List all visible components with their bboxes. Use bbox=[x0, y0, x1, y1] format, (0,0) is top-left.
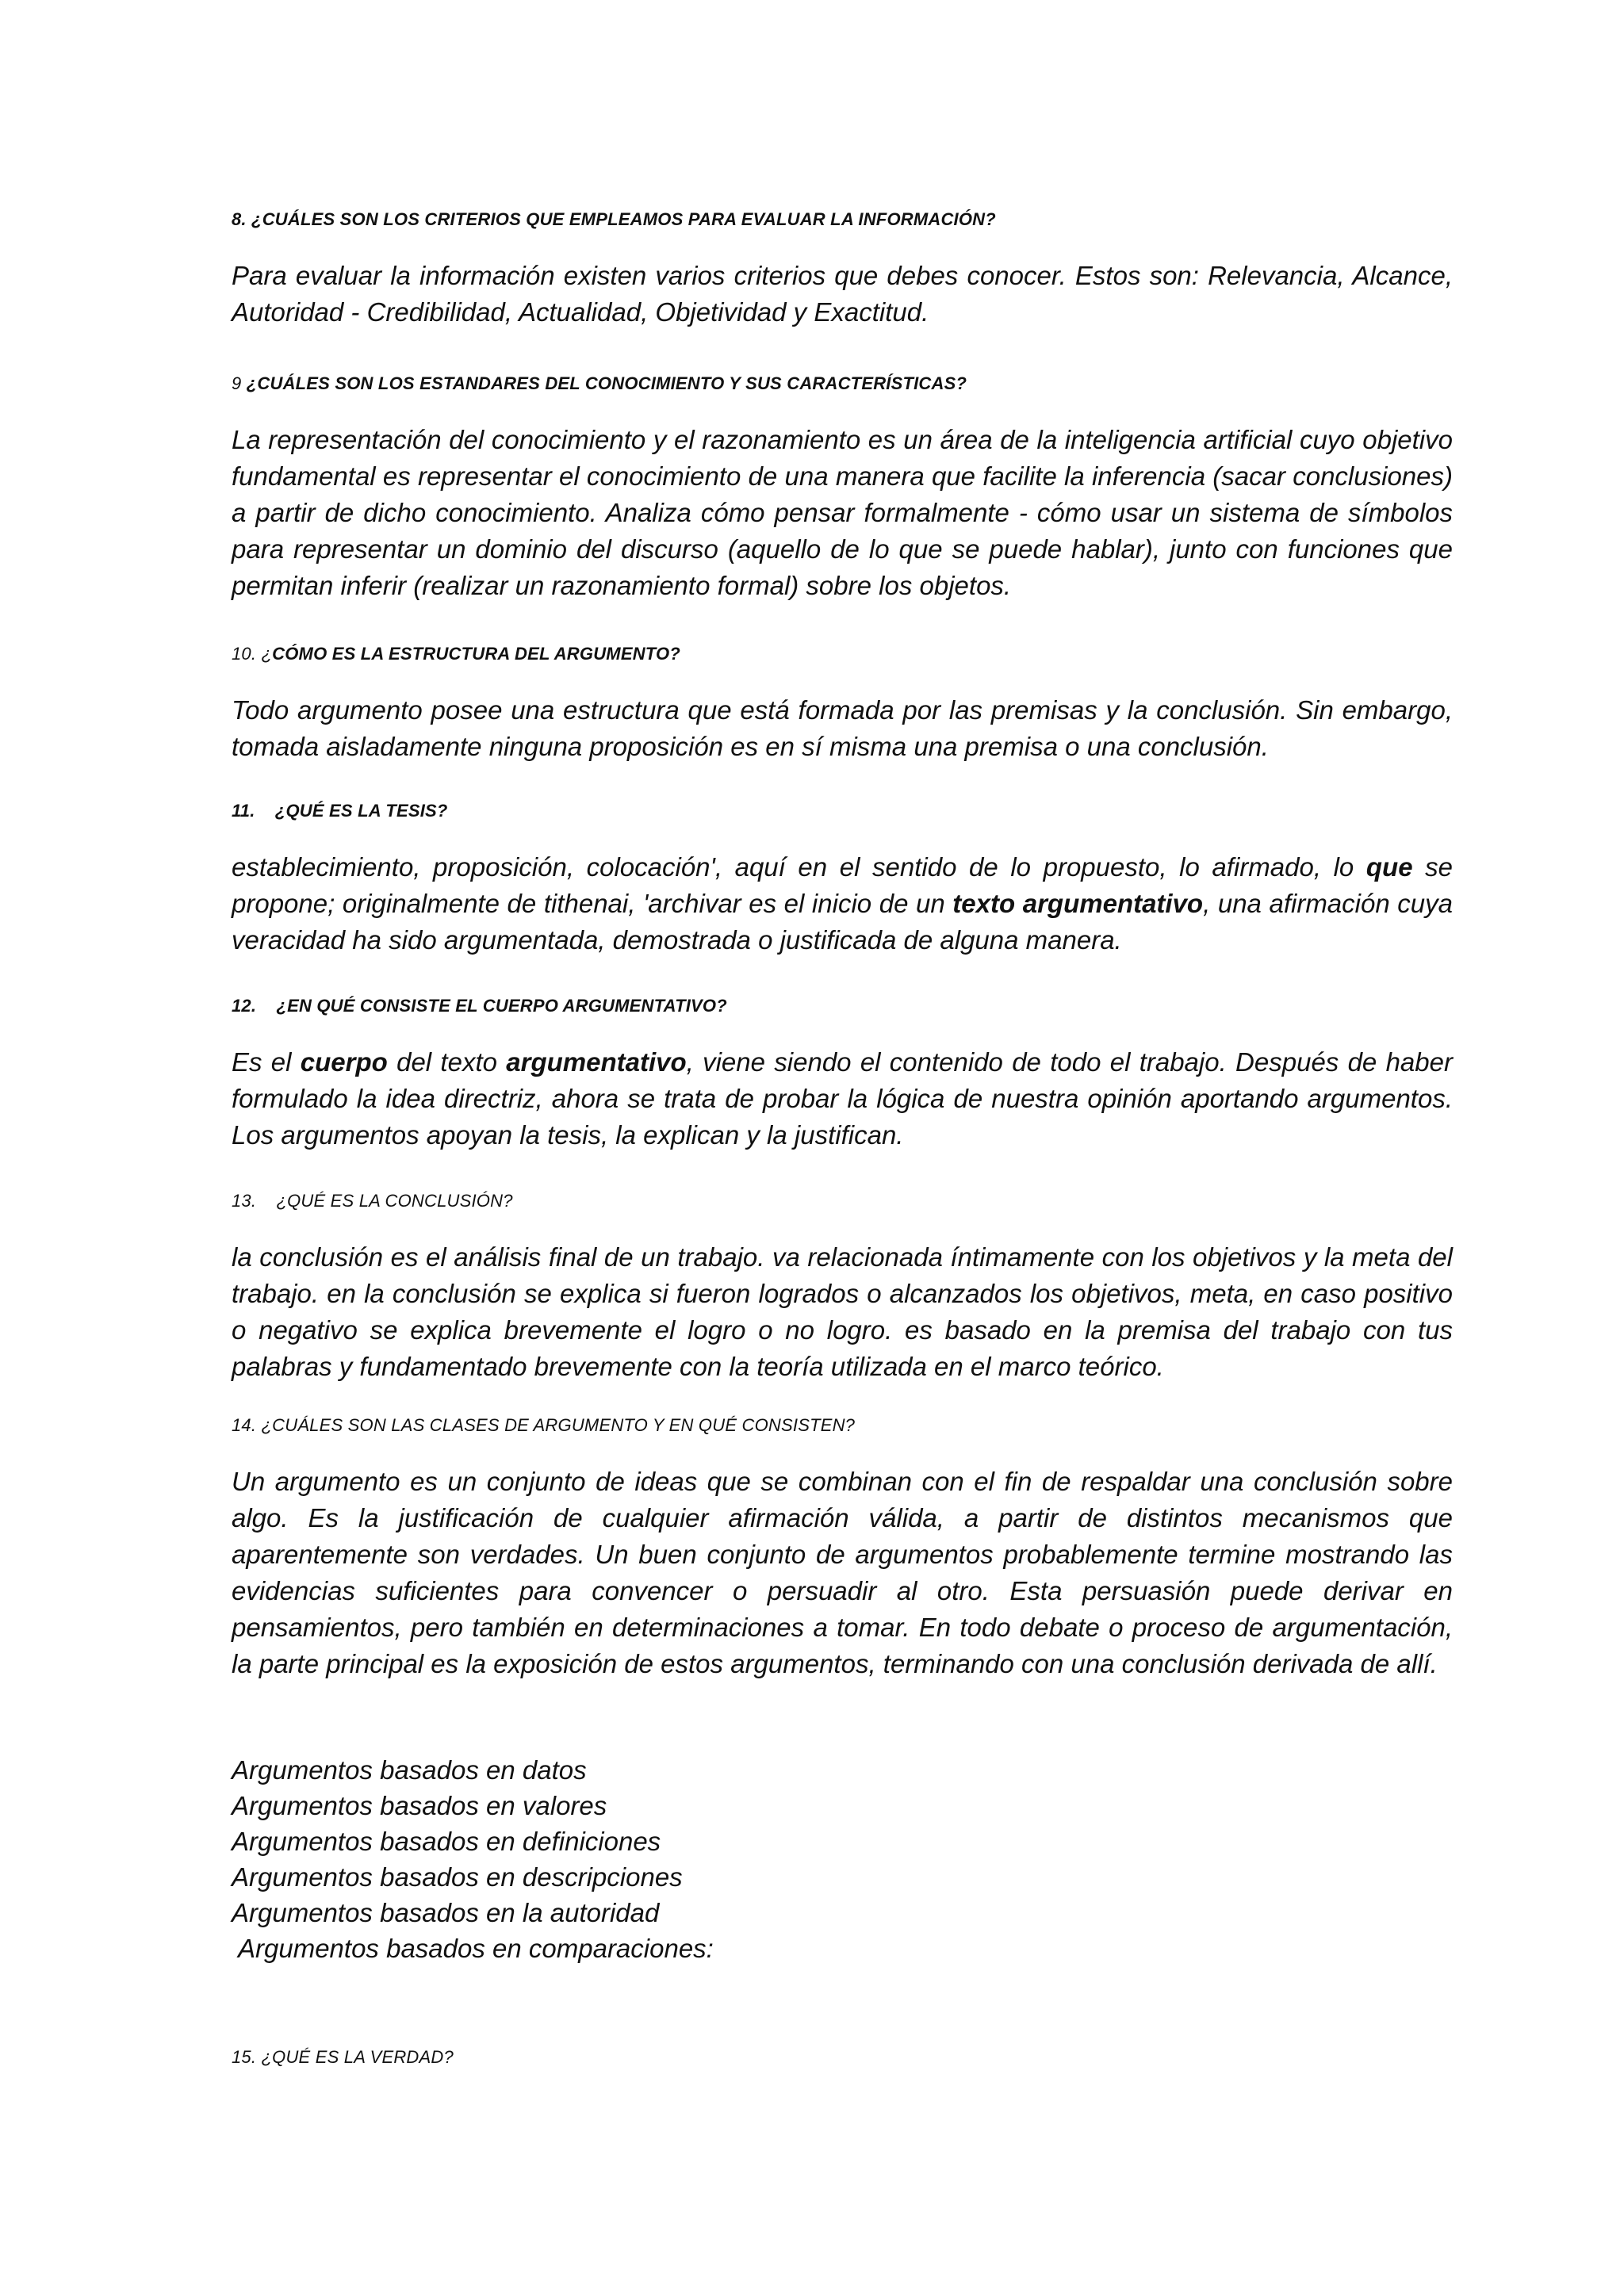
question-number: 14. bbox=[232, 1415, 257, 1435]
question-12-heading bbox=[232, 994, 1453, 1018]
question-15-heading bbox=[232, 2045, 1453, 2069]
question-number: 11. bbox=[232, 801, 255, 821]
answer-text: establecimiento, proposición, colocación', aquí en el sentido de lo propuesto, lo afirmado, lo bbox=[232, 852, 1366, 882]
question-number: 15. bbox=[232, 2047, 257, 2067]
answer-text: Para evaluar la información existen varios criterios que debes conocer. Estos son: Relevancia, Alcance, Autoridad - Credibilidad, Actualidad, Objetividad y Exactitud. bbox=[232, 261, 1453, 327]
answer-8 bbox=[232, 258, 1453, 331]
answer-bold-text: argumentativo bbox=[506, 1047, 687, 1077]
answer-12 bbox=[232, 1044, 1453, 1154]
question-text: CÓMO ES LA ESTRUCTURA DEL ARGUMENTO? bbox=[272, 644, 680, 664]
question-11-heading bbox=[232, 799, 1453, 823]
question-14-heading bbox=[232, 1414, 1453, 1437]
answer-text: La representación del conocimiento y el razonamiento es un área de la inteligencia artificial cuyo objetivo fundamental es representar el conocimiento de una manera que facilite la inferencia (sacar conclusiones) a partir de dicho conocimiento. Analiza cómo pensar formalmente - cómo usar un sistema de símbolos para representar un dominio del discurso (aquello de lo que se puede hablar), junto con funciones que permitan inferir (realizar un razonamiento formal) sobre los objetos. bbox=[232, 425, 1453, 600]
question-text: ¿QUÉ ES LA CONCLUSIÓN? bbox=[276, 1191, 513, 1211]
question-number: 12. bbox=[232, 996, 257, 1016]
question-text: ¿QUÉ ES LA VERDAD? bbox=[256, 2047, 454, 2067]
list-item: Argumentos basados en valores bbox=[232, 1791, 607, 1820]
question-number: 9 bbox=[232, 373, 247, 393]
answer-text: , una afirmación cuya veracidad ha sido argumentada, demostrada o justificada de alguna manera. bbox=[232, 889, 1453, 955]
question-number: 13. bbox=[232, 1191, 257, 1211]
answer-10 bbox=[232, 692, 1453, 765]
question-9-heading bbox=[232, 372, 1453, 396]
answer-text: del texto bbox=[387, 1047, 507, 1077]
answer-13 bbox=[232, 1239, 1453, 1385]
list-item: Argumentos basados en descripciones bbox=[232, 1862, 683, 1892]
list-item: Argumentos basados en la autoridad bbox=[232, 1898, 660, 1927]
question-13-heading bbox=[232, 1189, 1453, 1213]
question-8-heading bbox=[232, 208, 1453, 232]
list-item: Argumentos basados en datos bbox=[232, 1755, 587, 1785]
question-text: ¿EN QUÉ CONSISTE EL CUERPO ARGUMENTATIVO? bbox=[276, 996, 727, 1016]
answer-bold-text: texto argumentativo bbox=[952, 889, 1204, 918]
answer-text: Un argumento es un conjunto de ideas que se combinan con el fin de respaldar una conclusión sobre algo. Es la justificación de cualquier afirmación válida, a partir de distintos mecanismos que aparentemente son verdades. Un buen conjunto de argumentos probablemente termine mostrando las evidencias suficientes para convencer o persuadir al otro. Esta persuasión puede derivar en pensamientos, pero también en determinaciones a tomar. En todo debate o proceso de argumentación, la parte principal es la exposición de estos argumentos, terminando con una conclusión derivada de allí. bbox=[232, 1467, 1453, 1678]
question-10-heading bbox=[232, 642, 1453, 666]
answer-text: Es el bbox=[232, 1047, 301, 1077]
answer-bold-text: cuerpo bbox=[300, 1047, 388, 1077]
answer-14 bbox=[232, 1464, 1453, 1682]
list-item: Argumentos basados en comparaciones: bbox=[238, 1934, 714, 1963]
answer-text: , viene siendo el contenido de todo el trabajo. Después de haber formulado la idea directriz, ahora se trata de probar la lógica de nuestra opinión aportando argumentos. Los argumentos apoyan la tesis, la explican y la justifican. bbox=[232, 1047, 1453, 1150]
question-text: ¿QUÉ ES LA TESIS? bbox=[274, 801, 448, 821]
answer-bold-text: que bbox=[1365, 852, 1413, 882]
answer-text: la conclusión es el análisis final de un trabajo. va relacionada íntimamente con los objetivos y la meta del trabajo. en la conclusión se explica si fueron logrados o alcanzados los objetivos, meta, en caso positivo o negativo se explica brevemente el logro o no logro. es basado en la premisa del trabajo con tus palabras y fundamentado brevemente con la teoría utilizada en el marco teórico. bbox=[232, 1242, 1453, 1381]
list-item: Argumentos basados en definiciones bbox=[232, 1827, 661, 1856]
question-number: 8. bbox=[232, 209, 247, 229]
question-text: ¿CUÁLES SON LAS CLASES DE ARGUMENTO Y EN QUÉ CONSISTEN? bbox=[256, 1415, 856, 1435]
answer-9 bbox=[232, 422, 1453, 604]
question-text: ¿CUÁLES SON LOS ESTANDARES DEL CONOCIMIENTO Y SUS CARACTERÍSTICAS? bbox=[246, 373, 967, 393]
answer-text: se propone; originalmente de tithenai, 'archivar es el inicio de un bbox=[232, 852, 1453, 918]
argument-types-list bbox=[232, 1752, 1453, 1966]
question-number: 10. ¿ bbox=[232, 644, 273, 664]
answer-11 bbox=[232, 849, 1453, 959]
answer-text: Todo argumento posee una estructura que está formada por las premisas y la conclusión. Sin embargo, tomada aisladamente ninguna proposición es en sí misma una premisa o una conclusión. bbox=[232, 695, 1453, 761]
question-text: ¿CUÁLES SON LOS CRITERIOS QUE EMPLEAMOS PARA EVALUAR LA INFORMACIÓN? bbox=[246, 209, 996, 229]
